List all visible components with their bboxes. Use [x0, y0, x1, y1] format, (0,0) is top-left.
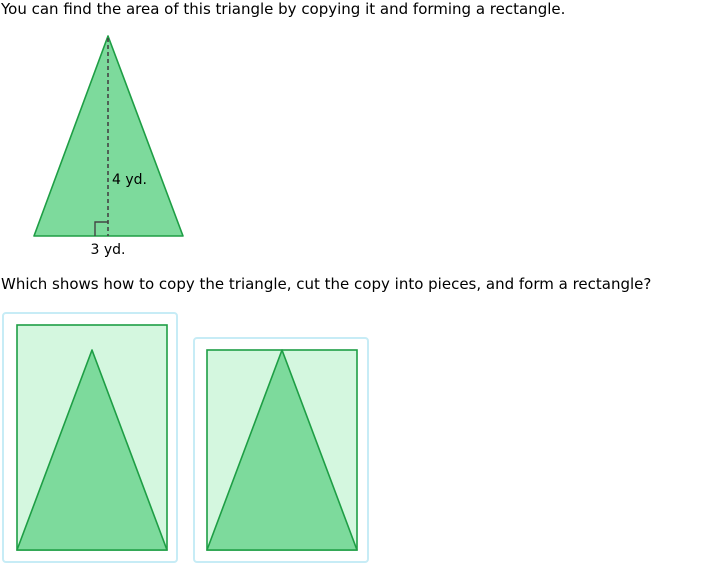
answer-choice-a[interactable]: [2, 312, 178, 563]
choice-a-diagram: [4, 314, 180, 565]
height-label: 4 yd.: [112, 172, 147, 188]
base-label: 3 yd.: [90, 242, 126, 258]
choice-b-diagram: [195, 339, 371, 565]
triangle-figure: [0, 0, 703, 270]
answer-choice-b[interactable]: [193, 337, 369, 563]
prompt-text: You can find the area of this triangle by copying it and forming a rectangle.: [1, 0, 566, 18]
question-text: Which shows how to copy the triangle, cut the copy into pieces, and form a rectangle?: [1, 275, 652, 293]
